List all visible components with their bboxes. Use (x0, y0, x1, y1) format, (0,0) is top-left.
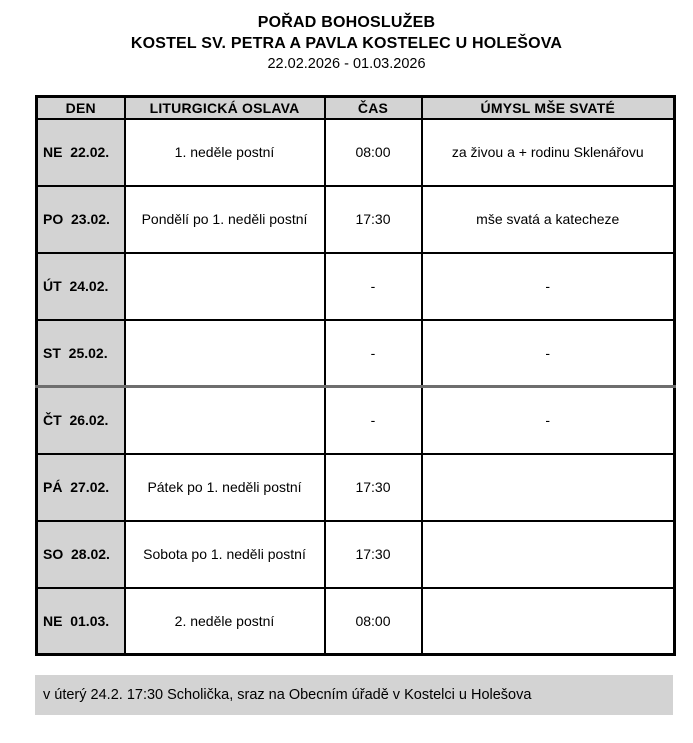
day-cell: PÁ 27.02. (37, 454, 125, 521)
intention-cell (422, 588, 675, 655)
liturgy-cell (125, 320, 325, 387)
table-row (37, 119, 675, 186)
schedule-table-header (37, 97, 675, 119)
intention-cell (422, 454, 675, 521)
liturgy-cell (125, 387, 325, 454)
table-row (37, 253, 675, 320)
day-cell: NE 22.02. (37, 119, 125, 186)
table-row (37, 186, 675, 253)
document-header (0, 0, 693, 75)
date-range: 22.02.2026 - 01.03.2026 (267, 56, 426, 72)
liturgy-cell: Sobota po 1. neděli postní (125, 521, 325, 588)
table-row (37, 588, 675, 655)
table-row (37, 521, 675, 588)
footer-note: v úterý 24.2. 17:30 Scholička, sraz na Obecním úřadě v Kostelci u Holešova (43, 687, 532, 703)
liturgy-cell: Pátek po 1. neděli postní (125, 454, 325, 521)
footer-note-box (35, 675, 673, 715)
page-subtitle: KOSTEL SV. PETRA A PAVLA KOSTELEC U HOLEŠOVA (130, 35, 563, 52)
table-row (37, 454, 675, 521)
schedule-table (35, 95, 676, 656)
time-cell: 17:30 (325, 454, 422, 521)
liturgy-cell: 1. neděle postní (125, 119, 325, 186)
time-cell: 17:30 (325, 521, 422, 588)
time-cell: - (325, 253, 422, 320)
intention-cell: - (422, 387, 675, 454)
liturgy-cell: 2. neděle postní (125, 588, 325, 655)
day-cell: ST 25.02. (37, 320, 125, 387)
table-row (37, 320, 675, 387)
time-cell: 08:00 (325, 588, 422, 655)
day-cell: NE 01.03. (37, 588, 125, 655)
column-header-day: DEN (37, 97, 125, 119)
column-header-intention: ÚMYSL MŠE SVATÉ (422, 97, 675, 119)
intention-cell: mše svatá a katecheze (422, 186, 675, 253)
schedule-table-body (37, 119, 675, 655)
liturgy-cell (125, 253, 325, 320)
time-cell: - (325, 320, 422, 387)
day-cell: ÚT 24.02. (37, 253, 125, 320)
day-cell: ČT 26.02. (37, 387, 125, 454)
intention-cell: - (422, 253, 675, 320)
time-cell: - (325, 387, 422, 454)
liturgy-cell: Pondělí po 1. neděli postní (125, 186, 325, 253)
time-cell: 08:00 (325, 119, 422, 186)
day-cell: PO 23.02. (37, 186, 125, 253)
intention-cell: - (422, 320, 675, 387)
column-header-liturgy: LITURGICKÁ OSLAVA (125, 97, 325, 119)
intention-cell (422, 521, 675, 588)
day-cell: SO 28.02. (37, 521, 125, 588)
table-row (37, 387, 675, 454)
column-header-time: ČAS (325, 97, 422, 119)
time-cell: 17:30 (325, 186, 422, 253)
header-row (37, 97, 675, 119)
page-title: POŘAD BOHOSLUŽEB (257, 14, 436, 31)
intention-cell: za živou a + rodinu Sklenářovu (422, 119, 675, 186)
